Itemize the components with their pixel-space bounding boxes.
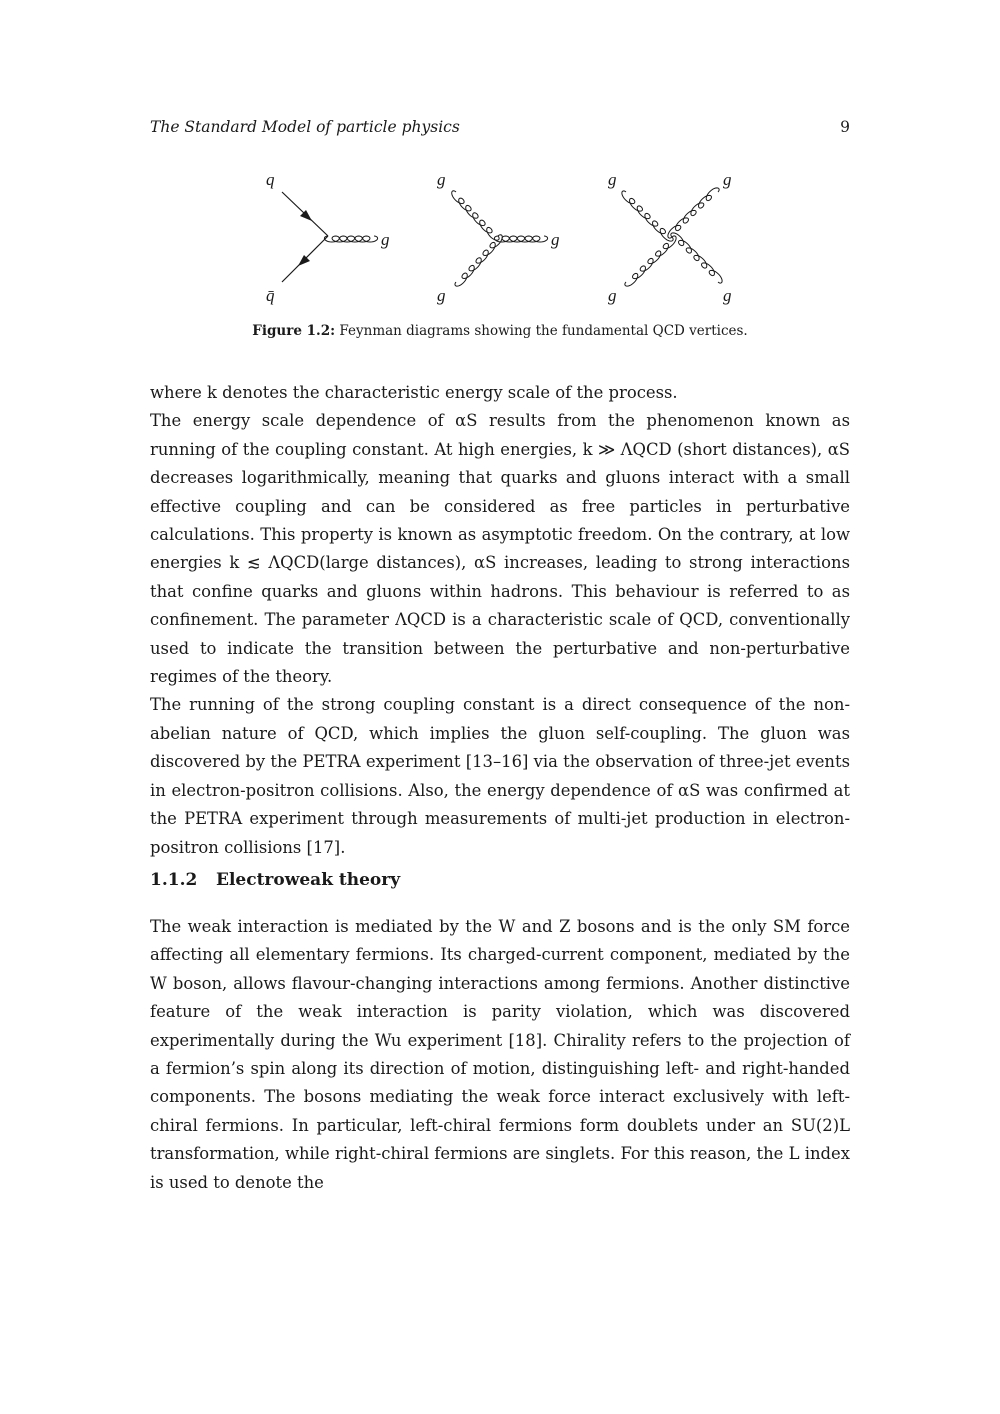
quark-gluon-vertex-diagram xyxy=(266,170,390,305)
figure-caption-label: Figure 1.2: xyxy=(252,323,336,339)
body-text-block-2 xyxy=(150,913,850,1197)
figure-caption-text: Feynman diagrams showing the fundamental QCD vertices. xyxy=(339,323,748,339)
gluon-line-d2-bottom xyxy=(455,235,502,286)
paragraph: The running of the strong coupling constant is a direct consequence of the non-abelian nature of QCD, which implies the gluon self-coupling. The gluon was discovered by the PETRA experiment [13–16] via the observation of three-jet events in electron-positron collisions. Also, the energy dependence of αS was confirmed at the PETRA experiment through measurements of multi-jet production in electron-positron collisions [17]. xyxy=(150,695,850,857)
paragraph: where k denotes the characteristic energy scale of the process. xyxy=(150,383,678,402)
section-heading xyxy=(150,870,400,890)
label-qbar: q̄ xyxy=(266,286,275,305)
label-g-d2-bottom: g xyxy=(437,286,446,305)
running-header xyxy=(150,118,850,136)
feynman-diagrams-svg xyxy=(240,165,760,315)
body-text-block-1 xyxy=(150,379,850,862)
running-title: The Standard Model of particle physics xyxy=(150,118,460,136)
label-q: q xyxy=(266,170,275,189)
gluon-line-d3-br xyxy=(671,233,722,283)
label-g-d3-tl: g xyxy=(608,170,617,189)
label-g-d3-br: g xyxy=(723,286,732,305)
four-gluon-vertex-diagram xyxy=(608,170,732,305)
figure-caption xyxy=(150,323,850,339)
label-g-d2-top: g xyxy=(437,170,446,189)
gluon-line-d3-tr xyxy=(668,188,719,238)
paragraph: The energy scale dependence of αS results from the phenomenon known as running of the coupling constant. At high energies, k ≫ ΛQCD (short distances), αS decreases logarithmically, meaning that quarks and gluons interact with a small effective coupling and can be considered as free particles in perturbative calculations. This property is known as asymptotic freedom. On the contrary, at low energies k ≲ ΛQCD(large distances), αS increases, leading to strong interactions that confine quarks and gluons within hadrons. This behaviour is referred to as confinement. The parameter ΛQCD is a characteristic scale of QCD, conventionally used to indicate the transition between the perturbative and non-perturbative regimes of the theory. xyxy=(150,411,850,687)
label-g-d3-tr: g xyxy=(723,170,732,189)
feynman-diagrams-figure xyxy=(240,165,760,315)
label-g-d1: g xyxy=(381,230,390,249)
gluon-line-d2-right xyxy=(494,236,547,242)
label-g-d2-right: g xyxy=(551,230,560,249)
page-number: 9 xyxy=(840,118,850,136)
gluon-line-d1 xyxy=(324,236,377,242)
antiquark-arrow-icon xyxy=(298,255,310,266)
gluon-line-d3-bl xyxy=(625,236,676,286)
section-number: 1.1.2 xyxy=(150,870,198,890)
three-gluon-vertex-diagram xyxy=(437,170,560,305)
paragraph: The weak interaction is mediated by the W and Z bosons and is the only SM force affecting all elementary fermions. Its charged-current component, mediated by the W boson, allows flavour-changing interactions among fermions. Another distinctive feature of the weak interaction is parity violation, which was discovered experimentally during the Wu experiment [18]. Chirality refers to the projection of a fermion’s spin along its direction of motion, distinguishing left- and right-handed components. The bosons mediating the weak force interact exclusively with left-chiral fermions. In particular, left-chiral fermions form doublets under an SU(2)L transformation, while right-chiral fermions are singlets. For this reason, the L index is used to denote the xyxy=(150,917,850,1192)
section-title: Electroweak theory xyxy=(216,870,401,890)
label-g-d3-bl: g xyxy=(608,286,617,305)
gluon-line-d3-tl xyxy=(622,191,673,241)
gluon-line-d2-top xyxy=(452,191,499,240)
